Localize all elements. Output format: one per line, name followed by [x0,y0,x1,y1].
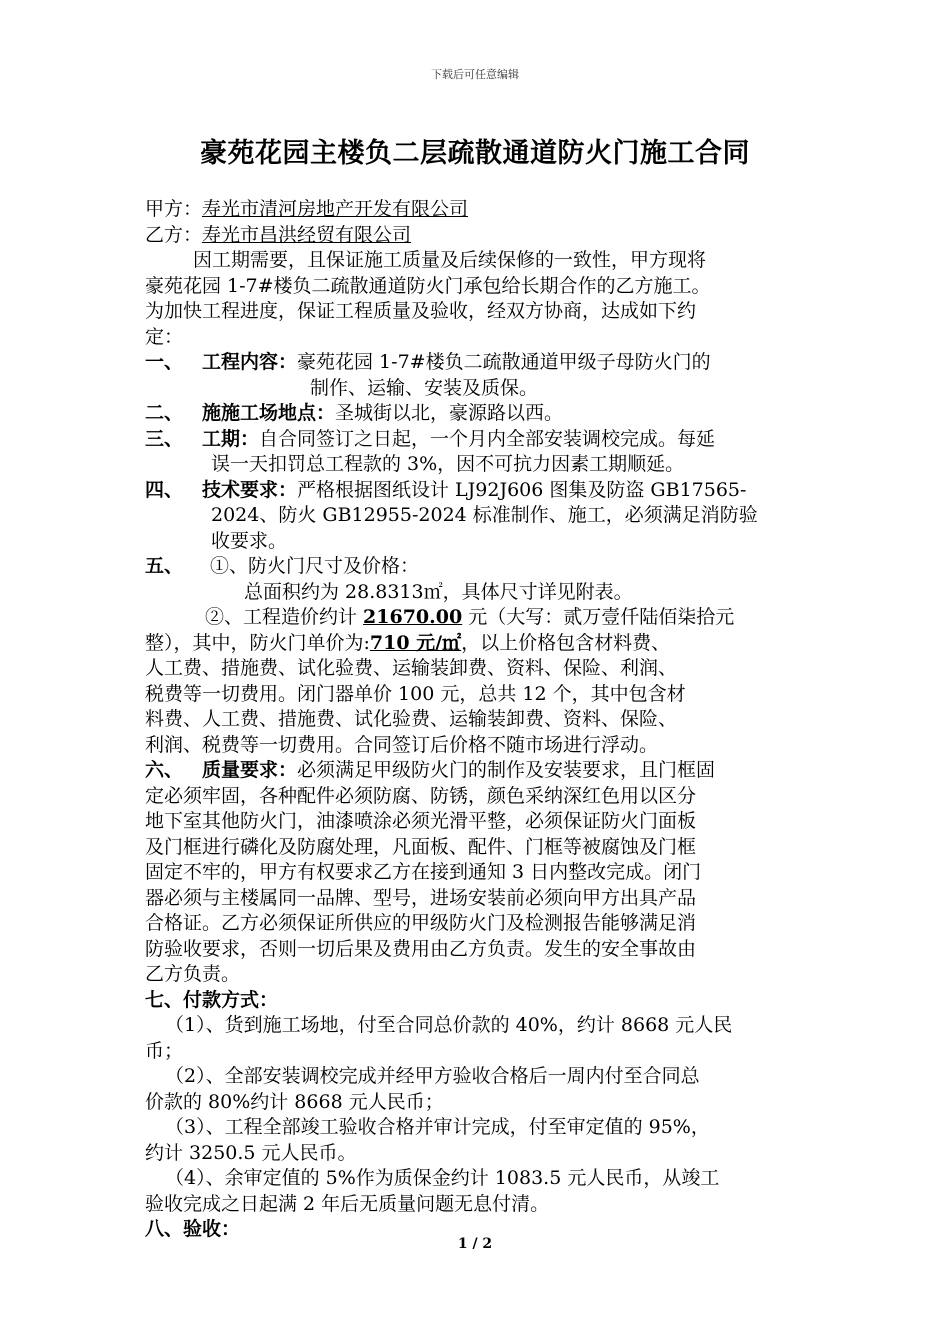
payment-term-4: （4）、余审定值的 5%作为质保金约计 1083.5 元人民币，从竣工 [165,1167,720,1189]
section-4-cont: 收要求。 [211,529,288,552]
intro-line: 豪苑花园 1-7#楼负二疏散通道防火门承包给长期合作的乙方施工。 [145,274,711,297]
section-6-text-line: 乙方负责。 [145,963,241,985]
party-b-label: 乙方： [145,223,203,246]
section-5-text-line: 人工费、措施费、试化验费、运输装卸费、资料、保险、利润、 [145,657,678,679]
payment-term-3-cont: 约计 3250.5 元人民币。 [145,1141,357,1164]
section-label: 质量要求： [202,759,298,781]
section-1-cont: 制作、运输、安装及质保。 [310,376,539,399]
payment-term-1-cont: 币； [145,1039,184,1062]
section-number: 四、 [145,478,184,501]
section-8-heading: 八、验收： [145,1218,241,1240]
payment-term-1: （1）、货到施工场地，付至合同总价款的 40%，约计 8668 元人民 [165,1014,733,1036]
section-5-text: ，以上价格包含材料费、 [461,631,671,654]
section-5-text: 整），其中，防火门单价为: [145,631,370,654]
section-5-line [145,554,810,580]
header-note: 下载后可任意编辑 [431,68,519,81]
party-a-line [145,197,810,223]
section-6-text-line: 固定不牢的，甲方有权要求乙方在接到通知 3 日内整改完成。闭门 [145,861,702,883]
section-6-text-line: 合格证。乙方必须保证所供应的甲级防火门及检测报告能够满足消 [145,912,697,934]
intro-line: 为加快工程进度，保证工程质量及验收，经双方协商，达成如下约 [145,300,697,322]
section-label: 技术要求： [202,478,298,501]
party-b-name: 寿光市昌洪经贸有限公司 [202,223,412,246]
section-5-item-2-text: ②、工程造价约计 [205,606,364,628]
unit-price: 710 元/㎡ [369,631,462,654]
section-number: 六、 [145,759,184,781]
section-number: 五、 [145,555,184,577]
section-1-line [145,350,810,376]
section-5-line-2 [145,631,810,657]
intro-line: 定： [145,325,184,348]
section-3-line [145,427,810,453]
contract-body [145,197,810,1243]
section-6-text-line: 地下室其他防火门，油漆喷涂必须光滑平整，必须保证防火门面板 [145,810,697,832]
party-a-label: 甲方： [145,198,203,220]
section-6-text-line: 及门框进行磷化及防腐处理，凡面板、配件、门框等被腐蚀及门框 [145,835,697,858]
section-5-item-2 [145,605,810,631]
section-5-text-line: 税费等一切费用。闭门器单价 100 元，总共 12 个，其中包含材 [145,682,686,705]
section-5-item-1: ①、防火门尺寸及价格： [210,555,420,577]
section-3-cont: 误一天扣罚总工程款的 3%，因不可抗力因素工期顺延。 [211,453,685,475]
section-text: 豪苑花园 1-7#楼负二疏散通道甲级子母防火门的 [297,351,711,373]
payment-term-2: （2）、全部安装调校完成并经甲方验收合格后一周内付至合同总 [165,1065,700,1087]
party-a-name: 寿光市清河房地产开发有限公司 [202,198,469,220]
payment-term-4-cont: 验收完成之日起满 2 年后无质量问题无息付清。 [145,1192,550,1215]
section-label: 工程内容： [202,351,298,373]
section-6-text-line: 防验收要求，否则一切后果及费用由乙方负责。发生的安全事故由 [145,937,697,960]
section-5-item-2-text: 元（大写：贰万壹仟陆佰柒拾元 [462,606,735,628]
section-5-text-line: 料费、人工费、措施费、试化验费、运输装卸费、资料、保险、 [145,708,678,730]
section-text: 严格根据图纸设计 LJ92J606 图集及防盗 GB17565- [297,478,747,501]
section-2-line [145,401,810,427]
payment-term-3: （3）、工程全部竣工验收合格并审计完成，付至审定值的 95%， [165,1116,710,1138]
section-text: 自合同签订之日起，一个月内全部安装调校完成。每延 [259,427,716,450]
section-4-line [145,478,810,504]
section-label: 施施工场地点： [202,402,336,424]
section-6-text-line: 器必须与主楼属同一品牌、型号，进场安装前必须向甲方出具产品 [145,886,697,909]
section-5-text-line: 利润、税费等一切费用。合同签订后价格不随市场进行浮动。 [145,733,659,756]
intro-line: 因工期需要，且保证施工质量及后续保修的一致性，甲方现将 [193,249,707,271]
section-text: 圣城街以北，豪源路以西。 [335,402,564,424]
payment-term-2-cont: 价款的 80%约计 8668 元人民币； [145,1090,444,1113]
section-number: 二、 [145,402,184,424]
section-4-cont: 2024、防火 GB12955-2024 标准制作、施工，必须满足消防验 [211,504,758,526]
section-number: 三、 [145,427,184,450]
party-b-line [145,223,810,249]
section-6-line [145,758,810,784]
document-title: 豪苑花园主楼负二层疏散通道防火门施工合同 [200,138,750,169]
section-text: 必须满足甲级防火门的制作及安装要求，且门框固 [297,759,716,781]
section-7-heading: 七、付款方式： [145,988,279,1011]
section-number: 一、 [145,351,184,373]
section-label: 工期： [202,427,260,450]
contract-amount: 21670.00 [363,606,463,628]
section-6-text-line: 定必须牢固，各种配件必须防腐、防锈，颜色采纳深红色用以区分 [145,784,697,807]
section-5-item-1-detail: 总面积约为 28.8313㎡，具体尺寸详见附表。 [244,580,633,603]
page-number: 1 / 2 [457,1236,493,1252]
